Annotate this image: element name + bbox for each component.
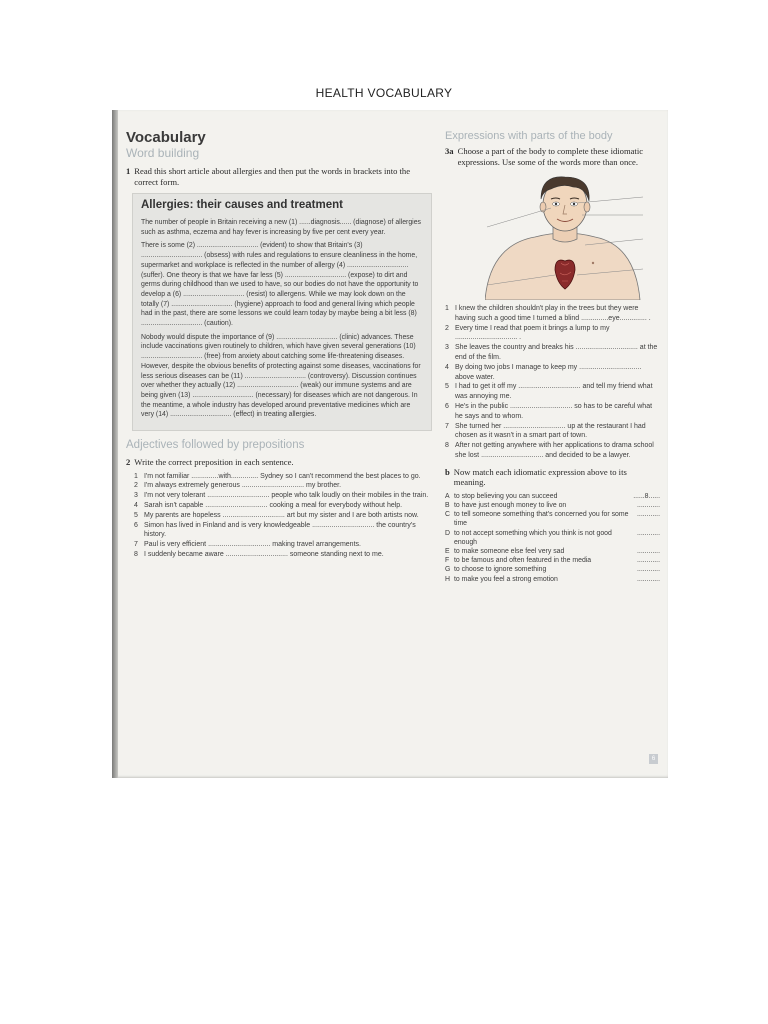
item-text: Every time I read that poem it brings a lump to my ................................ . [455, 324, 610, 342]
task-2-instruction [126, 457, 434, 468]
item-text: to be famous and often featured in the media [454, 557, 592, 565]
list-item [445, 304, 660, 324]
task-2-number: 2 [126, 457, 131, 468]
item-letter: A [445, 492, 450, 500]
item-number: 8 [445, 442, 449, 450]
item-text: I'm not familiar ..............with.............. Sydney so I can't recommend the best places to go. [144, 472, 421, 480]
task-1-instruction [126, 166, 434, 187]
list-item [134, 481, 434, 491]
list-item [445, 510, 660, 528]
item-text: I had to get it off my ................................ and tell my friend what was annoying me. [455, 383, 653, 401]
item-number: 3 [445, 344, 449, 352]
scanned-page [112, 110, 668, 778]
item-number: 8 [134, 550, 138, 558]
left-column [126, 130, 434, 560]
list-item [445, 324, 660, 344]
man-torso-illustration [485, 175, 645, 300]
item-letter: H [445, 575, 450, 583]
list-item [445, 556, 660, 565]
item-text: By doing two jobs I manage to keep my ................................ above water. [455, 363, 642, 381]
list-item [445, 343, 660, 363]
task-3a-list [445, 304, 660, 461]
item-text: to choose to ignore something [454, 566, 547, 574]
body-expressions-heading: Expressions with parts of the body [445, 130, 613, 142]
item-number: 1 [134, 472, 138, 480]
list-item [445, 382, 660, 402]
task-1-number: 1 [126, 166, 131, 176]
item-letter: D [445, 529, 450, 537]
task-2-list [134, 472, 434, 560]
list-item [445, 492, 660, 501]
list-item [445, 402, 660, 422]
list-item [445, 422, 660, 442]
item-letter: B [445, 501, 450, 509]
item-text: My parents are hopeless ................................ art but my sister and I are both artists now. [144, 511, 419, 519]
list-item [445, 547, 660, 556]
item-number: 5 [445, 383, 449, 391]
task-3b-number: b [445, 466, 450, 477]
task-3a-text: Choose a part of the body to complete these idiomatic expressions. Use some of the words more than once. [457, 146, 644, 167]
answer-blank: ............ [637, 547, 660, 555]
item-text: I'm not very tolerant ................................ people who talk loudly on their mobiles in the train. [144, 492, 429, 500]
item-text: He's in the public ................................ so has to be careful what he says and to whom. [455, 402, 653, 420]
list-item [445, 501, 660, 510]
item-text: I suddenly became aware ................................ someone standing next to me. [144, 550, 384, 558]
answer-blank: ............ [637, 511, 660, 519]
task-3b-list [445, 492, 660, 584]
item-number: 1 [445, 305, 449, 312]
binding-shadow [112, 110, 118, 778]
item-text: Simon has lived in Finland and is very knowledgeable ................................ the country's history. [144, 521, 416, 539]
answer-blank: ............ [637, 575, 660, 583]
list-item [134, 501, 434, 511]
list-item [445, 529, 660, 547]
item-text: Paul is very efficient ................................ making travel arrangements. [144, 541, 361, 549]
list-item [134, 550, 434, 560]
item-letter: F [445, 557, 450, 565]
article-box [132, 193, 432, 431]
list-item [445, 441, 660, 461]
adjectives-prepositions-heading: Adjectives followed by prepositions [126, 439, 305, 452]
article-paragraph-3: Nobody would dispute the importance of (9) ................................ (clinic) advances. These include vaccinations given routinely to children, which have given several generations (10) ................................ (free) from anxiety about catching some life-threatening diseases. However, despite the obvious benefits of protecting against some diseases, vaccinations for less serious diseases can be (11) ................................ (controversy). Discussion continues over whether they actually (12) ................................ (weak) our immune systems and are being given (13) ................................ (necessary) for diseases which are not dangerous. In the meantime, a whole industry has developed around preventative medicines which are very (14) ................................ (effect) in treating allergies. [141, 333, 421, 419]
item-number: 7 [134, 541, 138, 549]
item-text: After not getting anywhere with her applications to drama school she lost ................................ and decided to be a lawyer. [455, 442, 654, 459]
right-column [445, 130, 660, 584]
item-text: I'm always extremely generous ................................ my brother. [144, 482, 342, 490]
item-number: 4 [445, 363, 449, 371]
task-3b-instruction [445, 467, 660, 488]
list-item [134, 472, 434, 482]
list-item [134, 521, 434, 541]
item-number: 2 [134, 482, 138, 490]
item-letter: G [445, 566, 451, 574]
task-2-text: Write the correct preposition in each sentence. [134, 457, 294, 468]
article-paragraph-2: There is some (2) ................................ (evident) to show that Britain's (3) ................................ (obsess) with rules and regulations to ensure cleanliness in the home, supermarket and workplace is reflected in the number of allergy (4) ................................ (suffer). One theory is that we have far less (5) ................................ (expose) to dirt and germs during childhood than we used to have, so our bodies do not have the opportunity to develop a (6) ................................ (resist) to allergens. While we may look down on the totally (7) ................................ (hygiene) approach to food and general living which people had in the past, there are some lessons we could learn today by maybe being a bit less (8) ................................ (caution). [141, 242, 419, 328]
answer-blank: ............ [637, 566, 660, 574]
task-3a-number: 3a [445, 146, 454, 156]
article-title: Allergies: their causes and treatment [141, 199, 343, 211]
item-number: 2 [445, 324, 449, 332]
item-text: to make someone else feel very sad [454, 547, 565, 555]
item-text: to tell someone something that's concerned you for some time [454, 511, 629, 528]
item-letter: E [445, 547, 450, 555]
item-text: to make you feel a strong emotion [454, 575, 558, 583]
answer-blank: ............ [637, 557, 660, 565]
vocabulary-heading: Vocabulary [126, 129, 206, 146]
answer-blank: ............ [637, 529, 660, 537]
list-item [134, 491, 434, 501]
item-number: 7 [445, 422, 449, 430]
page-number-badge: 6 [649, 754, 658, 764]
article-paragraph-1: The number of people in Britain receiving a new (1) ......diagnosis...... (diagnose) of allergies such as asthma, eczema and hay fever is increasing by five per cent every year. [141, 219, 421, 236]
item-text: to not accept something which you think is not good enough [454, 529, 612, 546]
task-1-text: Read this short article about allergies and then put the words in brackets into the correct form. [134, 166, 411, 187]
item-number: 6 [134, 521, 138, 529]
answer-blank: ............ [637, 501, 660, 509]
list-item [134, 540, 434, 550]
item-text: I knew the children shouldn't play in the trees but they were having such a good time I turned a blind ..............eye.............. . [455, 305, 651, 322]
item-text: Sarah isn't capable ................................ cooking a meal for everybody without help. [144, 501, 403, 509]
item-text: She turned her ................................ up at the restaurant I had chosen as it wasn't in a smart part of town. [455, 422, 646, 440]
task-3a-instruction [445, 146, 660, 167]
list-item [445, 363, 660, 383]
item-number: 3 [134, 492, 138, 500]
list-item [134, 511, 434, 521]
list-item [445, 575, 660, 584]
item-number: 6 [445, 402, 449, 410]
word-building-subheading: Word building [126, 146, 200, 160]
item-text: to have just enough money to live on [454, 501, 567, 509]
item-text: to stop believing you can succeed [454, 492, 558, 500]
item-text: She leaves the country and breaks his ................................ at the end of the film. [455, 344, 658, 361]
task-3b-text: Now match each idiomatic expression above to its meaning. [453, 466, 627, 488]
answer-blank: ......8...... [633, 492, 660, 500]
body-illustration [485, 175, 645, 300]
list-item [445, 565, 660, 574]
item-number: 5 [134, 511, 138, 519]
item-letter: C [445, 511, 450, 519]
item-number: 4 [134, 501, 138, 509]
document-title: HEALTH VOCABULARY [315, 86, 453, 100]
